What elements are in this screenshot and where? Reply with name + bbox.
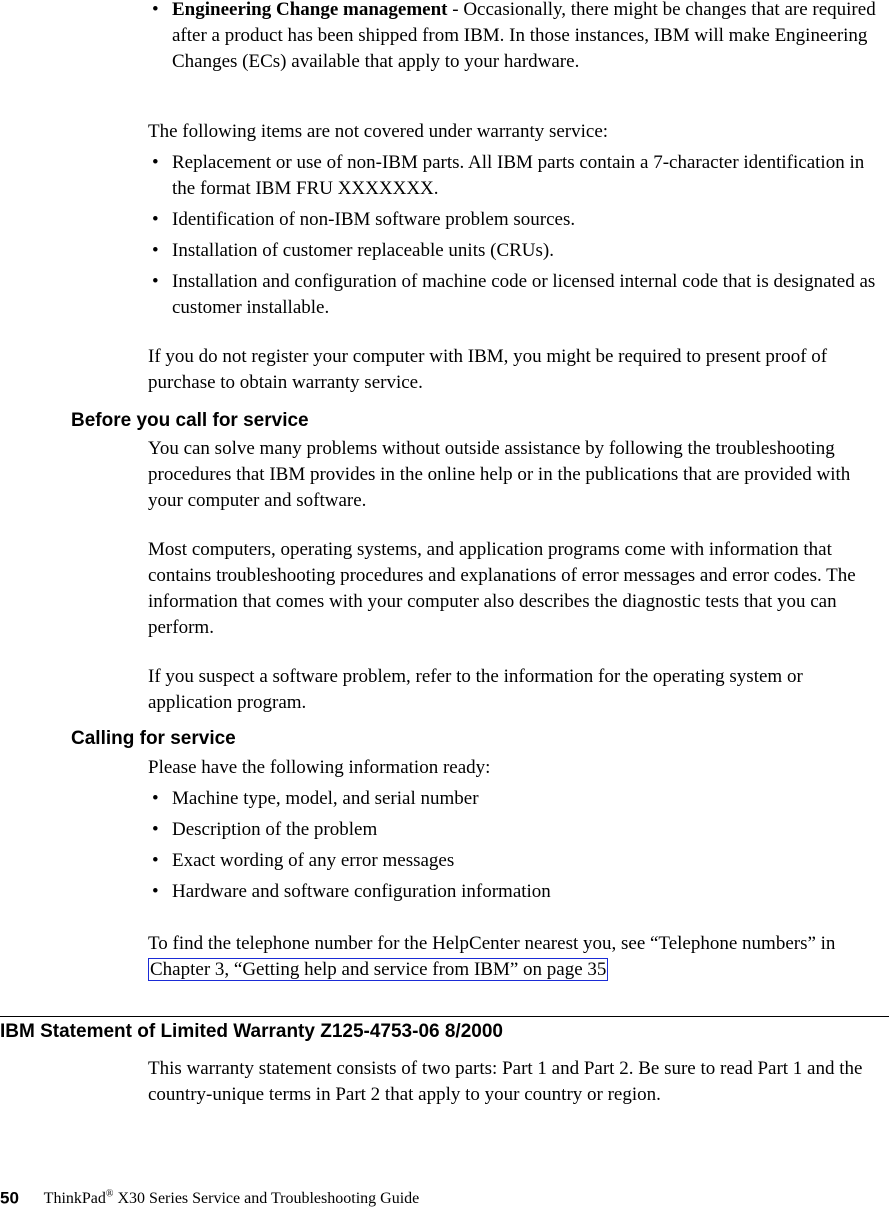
before-paragraph-2: Most computers, operating systems, and application programs come with information that contains troubleshooting procedures and explanations of error messages and error codes. The information that comes with your computer also describes the diagnostic tests that you can perform. [148,539,856,638]
ec-bullet-text: - Occasionally, there might be changes that are required after a product has been shipped from IBM. In those instances, IBM will make Engineering Changes (ECs) available that apply to your hardware. [172,0,876,72]
list-item: • Installation and configuration of machine code or licensed internal code that is designated as customer installable. [152,271,876,318]
bullet-dot: • [152,0,159,20]
list-item: • Replacement or use of non-IBM parts. All IBM parts contain a 7-character identification in the format IBM FRU XXXXXXX. [152,152,865,199]
phone-paragraph-text: To find the telephone number for the HelpCenter nearest you, see “Telephone numbers” in [148,933,836,954]
before-heading: Before you call for service [71,410,309,431]
phone-paragraph [148,931,888,983]
calling-heading: Calling for service [71,728,236,749]
page-footer [0,1182,419,1212]
list-item: • Machine type, model, and serial number [152,788,479,809]
footer-title: ThinkPad® X30 Series Service and Troubleshooting Guide [43,1189,420,1208]
list-item: • Identification of non-IBM software problem sources. [152,209,576,230]
warranty-heading: IBM Statement of Limited Warranty Z125-4753-06 8/2000 [0,1021,503,1042]
list-item: • Description of the problem [152,819,378,840]
ec-bullet-bold: Engineering Change management [172,0,448,20]
calling-intro: Please have the following information ready: [148,757,491,778]
not-covered-intro: The following items are not covered under warranty service: [148,121,609,142]
list-item: • Hardware and software configuration information [152,881,551,902]
chapter-3-link[interactable]: Chapter 3, “Getting help and service from IBM” on page 35 [150,959,607,980]
warranty-paragraph: This warranty statement consists of two parts: Part 1 and Part 2. Be sure to read Part 1 and the country-unique terms in Part 2 that apply to your country or region. [148,1058,863,1105]
calling-section [148,755,888,905]
section-rule [0,1016,889,1017]
before-paragraph-1: You can solve many problems without outside assistance by following the troubleshooting procedures that IBM provides in the online help or in the publications that are provided with your computer and software. [148,438,851,511]
ec-bullet [148,0,888,75]
register-paragraph: If you do not register your computer with IBM, you might be required to present proof of purchase to obtain warranty service. [148,346,828,393]
list-item: • Installation of customer replaceable units (CRUs). [152,240,555,261]
not-covered-section [148,119,888,321]
page-number: 50 [0,1188,19,1208]
before-paragraph-3: If you suspect a software problem, refer to the information for the operating system or application program. [148,666,803,713]
list-item: • Exact wording of any error messages [152,850,455,871]
